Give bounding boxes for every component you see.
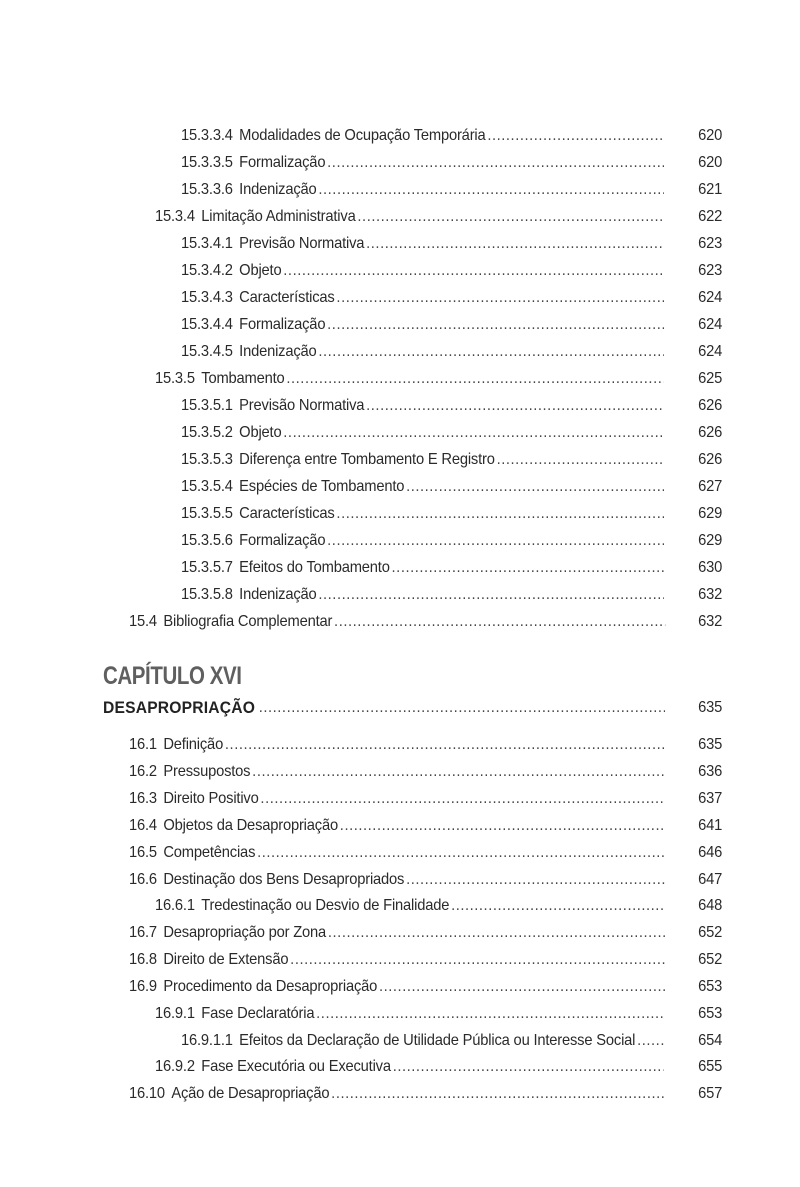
toc-row <box>0 421 800 445</box>
toc-page: 622 <box>697 208 722 225</box>
dot-leader <box>257 844 665 862</box>
toc-row <box>0 787 800 811</box>
toc-entry <box>181 286 664 310</box>
dot-leader <box>286 370 663 388</box>
toc-title: Previsão Normativa <box>239 397 365 414</box>
toc-title: Indenização <box>239 181 317 198</box>
chapter-title-row <box>0 696 800 720</box>
toc-title: Diferença entre Tombamento E Registro <box>239 451 495 468</box>
toc-entry <box>181 583 664 607</box>
toc-title: Objetos da Desapropriação <box>163 817 338 834</box>
toc-entry <box>129 787 665 811</box>
toc-row <box>0 502 800 526</box>
toc-title: Objeto <box>239 262 282 279</box>
toc-title: Tredestinação ou Desvio de Finalidade <box>201 897 450 914</box>
toc-row <box>0 583 800 607</box>
toc-page: 632 <box>697 586 722 603</box>
toc-number: 15.3.5.2 <box>181 424 233 441</box>
toc-number: 16.10 <box>129 1085 165 1102</box>
toc-entry <box>129 921 665 945</box>
toc-page: 655 <box>697 1058 722 1075</box>
dot-leader <box>259 699 665 717</box>
toc-row <box>0 529 800 553</box>
toc-title: Competências <box>163 844 256 861</box>
dot-leader <box>357 208 663 226</box>
toc-number: 16.3 <box>129 790 157 807</box>
toc-number: 15.3.4.5 <box>181 343 233 360</box>
toc-entry <box>129 841 665 865</box>
toc-title: Destinação dos Bens Desapropriados <box>163 871 405 888</box>
toc-page: 647 <box>697 871 722 888</box>
toc-title: Formalização <box>239 532 326 549</box>
toc-title: Desapropriação por Zona <box>163 924 327 941</box>
toc-number: 16.9.1.1 <box>181 1032 233 1049</box>
dot-leader <box>328 924 665 942</box>
toc-row <box>0 232 800 256</box>
toc-row <box>0 178 800 202</box>
toc-entry <box>155 367 664 391</box>
toc-entry <box>181 232 664 256</box>
toc-row <box>0 340 800 364</box>
toc-row <box>0 367 800 391</box>
toc-title: Características <box>239 289 335 306</box>
toc-entry <box>181 448 664 472</box>
toc-entry <box>181 1029 664 1053</box>
dot-leader <box>366 235 664 253</box>
dot-leader <box>316 1005 664 1023</box>
toc-row <box>0 610 800 634</box>
toc-number: 16.1 <box>129 736 157 753</box>
toc-row <box>0 814 800 838</box>
chapter-title: DESAPROPRIAÇÃO <box>103 698 256 717</box>
toc-number: 15.3.5.5 <box>181 505 233 522</box>
toc-number: 15.3.3.4 <box>181 127 233 144</box>
toc-entry <box>155 1002 664 1026</box>
toc-page: 641 <box>697 817 722 834</box>
toc-number: 16.6.1 <box>155 897 195 914</box>
toc-entry <box>129 868 665 892</box>
toc-title: Fase Executória ou Executiva <box>201 1058 391 1075</box>
toc-entry <box>103 696 665 720</box>
toc-number: 15.3.5.7 <box>181 559 233 576</box>
dot-leader <box>340 817 666 835</box>
toc-entry <box>181 178 664 202</box>
toc-number: 15.3.4.2 <box>181 262 233 279</box>
dot-leader <box>497 451 664 469</box>
toc-row <box>0 259 800 283</box>
toc-number: 16.7 <box>129 924 157 941</box>
toc-title: Direito de Extensão <box>163 951 289 968</box>
toc-row <box>0 394 800 418</box>
toc-title: Pressupostos <box>163 763 251 780</box>
toc-row <box>0 448 800 472</box>
dot-leader <box>331 1085 665 1103</box>
toc-page: 657 <box>697 1085 722 1102</box>
toc-number: 15.3.5 <box>155 370 195 387</box>
toc-page: 636 <box>697 763 722 780</box>
dot-leader <box>637 1032 664 1050</box>
toc-title: Bibliografia Complementar <box>163 613 333 630</box>
toc-title: Características <box>239 505 335 522</box>
toc-row <box>0 556 800 580</box>
toc-entry <box>129 814 665 838</box>
dot-leader <box>379 978 665 996</box>
toc-page: 620 <box>697 154 722 171</box>
toc-page: 653 <box>697 1005 722 1022</box>
toc-entry <box>129 1082 665 1106</box>
toc-title: Modalidades de Ocupação Temporária <box>239 127 486 144</box>
toc-number: 16.9 <box>129 978 157 995</box>
dot-leader <box>406 871 665 889</box>
toc-page: 646 <box>697 844 722 861</box>
toc-number: 15.3.5.6 <box>181 532 233 549</box>
toc-row <box>0 1002 800 1026</box>
toc-title: Formalização <box>239 316 326 333</box>
toc-entry <box>129 760 665 784</box>
toc-page: 632 <box>697 613 722 630</box>
dot-leader <box>318 343 664 361</box>
toc-entry <box>181 259 664 283</box>
toc-row <box>0 841 800 865</box>
toc-number: 15.3.4 <box>155 208 195 225</box>
toc-number: 15.3.5.8 <box>181 586 233 603</box>
dot-leader <box>318 586 664 604</box>
toc-title: Previsão Normativa <box>239 235 365 252</box>
toc-page: 635 <box>697 736 722 753</box>
toc-page: 629 <box>697 505 722 522</box>
toc-number: 16.6 <box>129 871 157 888</box>
toc-page: 648 <box>697 897 722 914</box>
toc-number: 16.4 <box>129 817 157 834</box>
toc-row <box>0 475 800 499</box>
toc-page: 630 <box>697 559 722 576</box>
toc-row <box>0 868 800 892</box>
toc-number: 16.9.1 <box>155 1005 195 1022</box>
toc-page: 626 <box>697 424 722 441</box>
toc-row <box>0 921 800 945</box>
dot-leader <box>393 1058 664 1076</box>
toc-number: 15.3.4.3 <box>181 289 233 306</box>
dot-leader <box>327 532 664 550</box>
toc-title: Procedimento da Desapropriação <box>163 978 378 995</box>
toc-page: 629 <box>697 532 722 549</box>
toc-page: 626 <box>697 397 722 414</box>
toc-title: Efeitos do Tombamento <box>239 559 390 576</box>
toc-entry <box>181 475 664 499</box>
toc-page: 627 <box>697 478 722 495</box>
toc-title: Direito Positivo <box>163 790 259 807</box>
toc-page: 624 <box>697 316 722 333</box>
toc-number: 16.5 <box>129 844 157 861</box>
toc-entry <box>181 556 664 580</box>
toc-row <box>0 1082 800 1106</box>
toc-row <box>0 733 800 757</box>
dot-leader <box>225 736 665 754</box>
dot-leader <box>260 790 665 808</box>
dot-leader <box>283 424 664 442</box>
toc-row <box>0 948 800 972</box>
toc-entry <box>155 894 664 918</box>
toc-number: 15.3.4.4 <box>181 316 233 333</box>
dot-leader <box>336 289 664 307</box>
toc-title: Indenização <box>239 343 317 360</box>
toc-page: 652 <box>697 951 722 968</box>
toc-entry <box>181 151 664 175</box>
dot-leader <box>283 262 664 280</box>
toc-title: Definição <box>163 736 224 753</box>
toc-row <box>0 1055 800 1079</box>
dot-leader <box>487 127 664 145</box>
toc-page: 624 <box>697 343 722 360</box>
toc-number: 15.3.5.1 <box>181 397 233 414</box>
toc-row <box>0 894 800 918</box>
dot-leader <box>318 181 664 199</box>
toc-page: 626 <box>697 451 722 468</box>
toc-page: 635 <box>697 699 722 716</box>
toc-row <box>0 313 800 337</box>
dot-leader <box>366 397 664 415</box>
toc-number: 15.4 <box>129 613 157 630</box>
toc-title: Indenização <box>239 586 317 603</box>
toc-title: Objeto <box>239 424 282 441</box>
toc-entry <box>181 313 664 337</box>
dot-leader <box>327 316 664 334</box>
dot-leader <box>336 505 664 523</box>
toc-entry <box>181 124 664 148</box>
toc-title: Espécies de Tombamento <box>239 478 405 495</box>
toc-title: Ação de Desapropriação <box>171 1085 330 1102</box>
toc-page: 624 <box>697 289 722 306</box>
toc-row <box>0 205 800 229</box>
toc-page: 637 <box>697 790 722 807</box>
dot-leader <box>327 154 664 172</box>
toc-page: 620 <box>697 127 722 144</box>
dot-leader <box>290 951 665 969</box>
dot-leader <box>334 613 665 631</box>
toc-entry <box>181 394 664 418</box>
toc-row <box>0 286 800 310</box>
toc-page: 653 <box>697 978 722 995</box>
toc-number: 16.9.2 <box>155 1058 195 1075</box>
toc-page: 654 <box>697 1032 722 1049</box>
toc-title: Tombamento <box>201 370 285 387</box>
toc-title: Formalização <box>239 154 326 171</box>
toc-number: 15.3.3.6 <box>181 181 233 198</box>
chapter-label: CAPÍTULO XVI <box>103 662 242 690</box>
toc-number: 15.3.3.5 <box>181 154 233 171</box>
toc-entry <box>129 948 665 972</box>
toc-page: 623 <box>697 262 722 279</box>
toc-row <box>0 1029 800 1053</box>
toc-page: 652 <box>697 924 722 941</box>
toc-title: Efeitos da Declaração de Utilidade Pública ou Interesse Social <box>239 1032 636 1049</box>
toc-row <box>0 975 800 999</box>
toc-entry <box>181 502 664 526</box>
toc-entry <box>181 529 664 553</box>
toc-page: 625 <box>697 370 722 387</box>
toc-page: 623 <box>697 235 722 252</box>
toc-number: 15.3.5.4 <box>181 478 233 495</box>
toc-entry <box>129 610 665 634</box>
toc-row <box>0 760 800 784</box>
toc-entry <box>155 205 664 229</box>
toc-entry <box>181 340 664 364</box>
toc-row <box>0 151 800 175</box>
dot-leader <box>406 478 664 496</box>
toc-number: 16.8 <box>129 951 157 968</box>
toc-number: 15.3.4.1 <box>181 235 233 252</box>
toc-number: 16.2 <box>129 763 157 780</box>
toc-page: 621 <box>697 181 722 198</box>
toc-number: 15.3.5.3 <box>181 451 233 468</box>
dot-leader <box>252 763 665 781</box>
toc-title: Fase Declaratória <box>201 1005 315 1022</box>
toc-title: Limitação Administrativa <box>201 208 356 225</box>
toc-entry <box>129 733 665 757</box>
toc-entry <box>129 975 665 999</box>
toc-row <box>0 124 800 148</box>
toc-entry <box>181 421 664 445</box>
dot-leader <box>392 559 664 577</box>
toc-entry <box>155 1055 664 1079</box>
dot-leader <box>451 897 664 915</box>
